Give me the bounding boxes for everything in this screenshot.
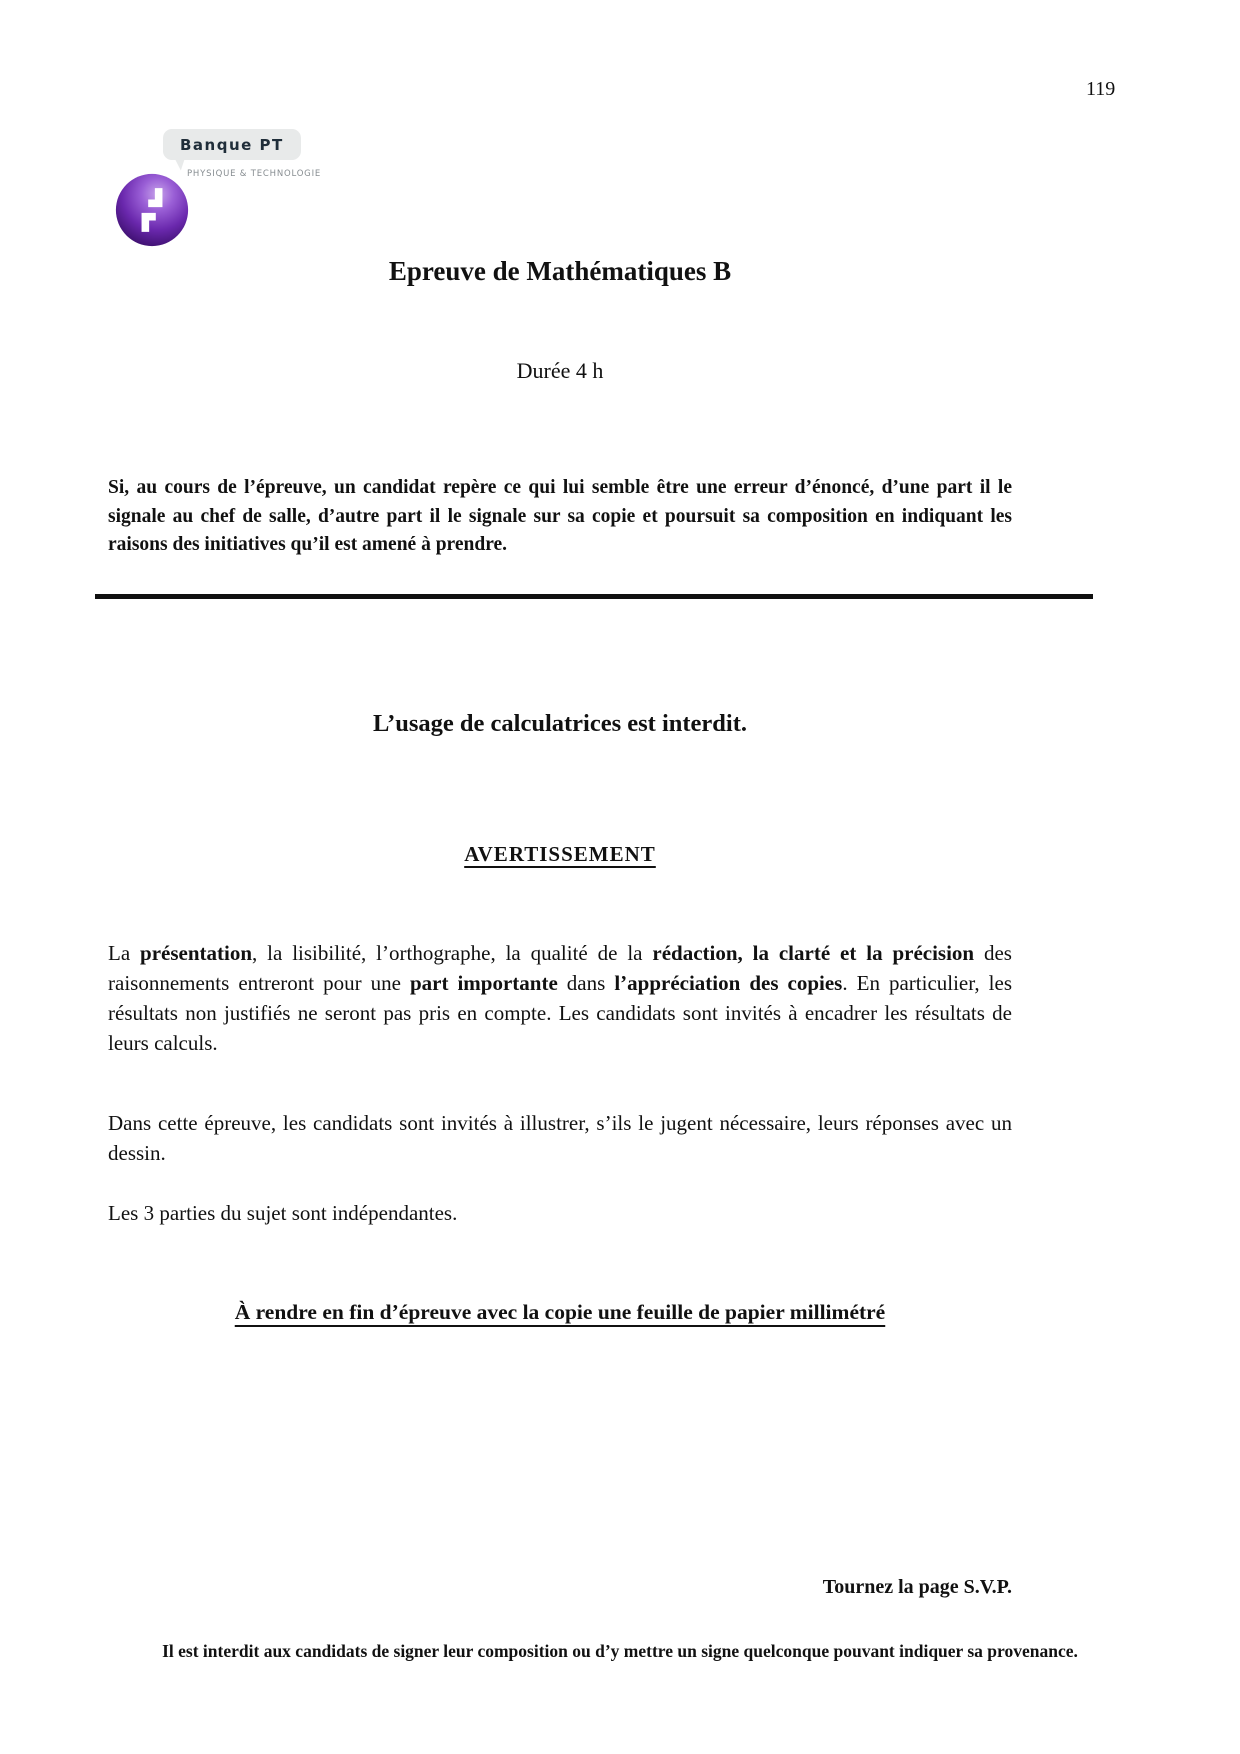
text-segment: des raisonnements entreront pour une xyxy=(108,941,1012,995)
text-segment: , la lisibilité, l’orthographe, la qualité de la xyxy=(252,941,653,965)
bold-segment-part-importante: part importante xyxy=(409,971,558,995)
bold-segment-appreciation: l’appréciation des copies xyxy=(614,971,843,995)
text-segment: . En particulier, les résultats non justifiés ne seront pas pris en compte. Les candidats sont invités à encadrer les résultats de leurs calculs. xyxy=(108,971,1012,1055)
banque-pt-sphere-icon xyxy=(114,172,190,248)
independent-parts-paragraph: Les 3 parties du sujet sont indépendantes. xyxy=(108,1201,458,1225)
exam-title: Epreuve de Mathématiques B xyxy=(388,256,732,286)
warning-heading-text: AVERTISSEMENT xyxy=(464,842,656,866)
return-instruction-text: À rendre en fin d’épreuve avec la copie une feuille de papier millimétré xyxy=(234,1300,886,1324)
integrity-footer-note: Il est interdit aux candidats de signer leur composition ou d’y mettre un signe quelconque pouvant indiquer sa provenance. xyxy=(162,1641,1078,1661)
text-segment: La xyxy=(108,941,141,965)
horizontal-rule xyxy=(95,594,1093,599)
page-number: 119 xyxy=(1086,78,1116,100)
warning-heading xyxy=(108,842,1012,867)
bold-segment-redaction: rédaction, la clarté et la précision xyxy=(652,941,975,965)
banque-pt-logo-subtitle: PHYSIQUE & TECHNOLOGIE xyxy=(187,169,322,179)
return-instruction xyxy=(108,1300,1012,1325)
calculator-notice: L’usage de calculatrices est interdit. xyxy=(372,710,748,737)
bold-segment-presentation: présentation xyxy=(140,941,253,965)
text-segment: dans xyxy=(557,971,615,995)
exam-duration: Durée 4 h xyxy=(516,358,604,383)
banque-pt-logo-text: Banque PT xyxy=(180,135,284,154)
error-notice-paragraph: Si, au cours de l’épreuve, un candidat repère ce qui lui semble être une erreur d’énoncé, d’une part il le signale au chef de salle, d’autre part il le signale sur sa copie et poursuit sa composition en indiquant les raisons des initiatives qu’il est amené à prendre. xyxy=(108,477,1012,555)
illustration-paragraph: Dans cette épreuve, les candidats sont invités à illustrer, s’ils le jugent nécessaire, leurs réponses avec un dessin. xyxy=(108,1111,1012,1165)
turn-page-note: Tournez la page S.V.P. xyxy=(822,1576,1012,1598)
presentation-paragraph xyxy=(108,938,1012,1058)
banque-pt-logo-bubble xyxy=(163,129,301,160)
